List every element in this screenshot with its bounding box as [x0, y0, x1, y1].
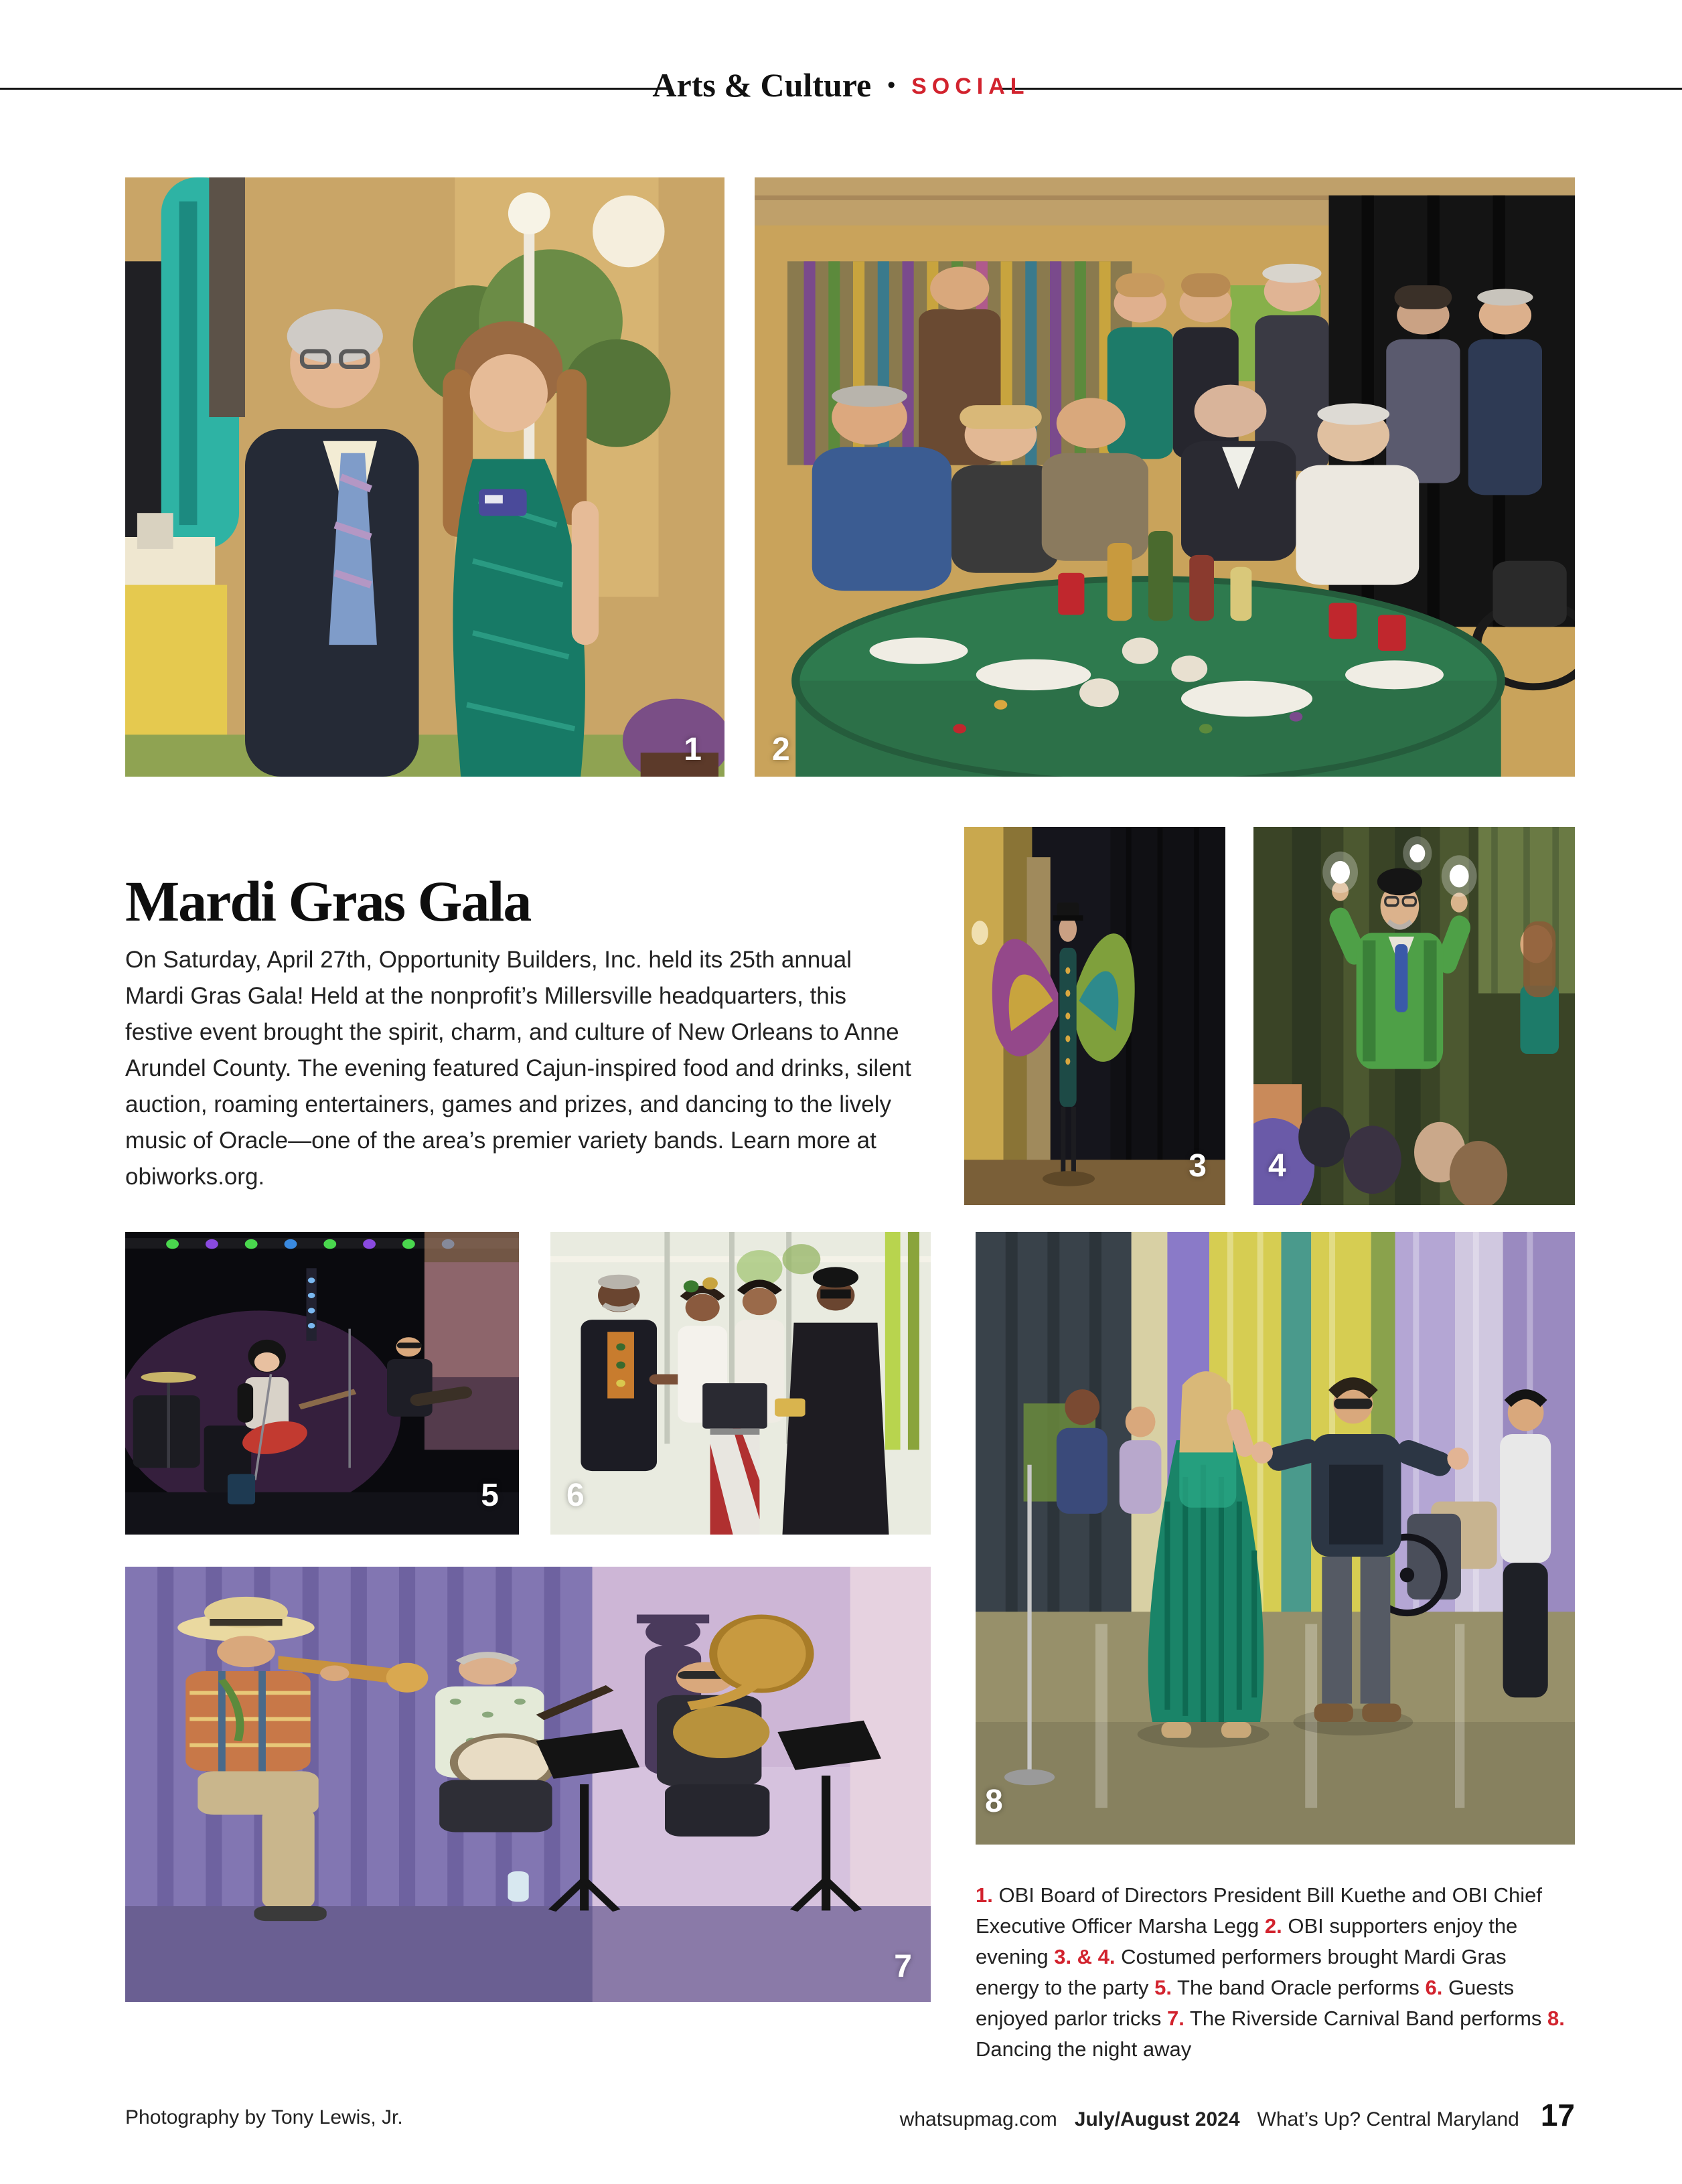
category-label: SOCIAL: [911, 74, 1030, 99]
caption-number-2: 2.: [1264, 1914, 1282, 1938]
page-number: 17: [1540, 2098, 1575, 2132]
separator-dot: •: [887, 72, 896, 98]
caption-number-8: 8.: [1547, 2007, 1565, 2030]
caption-text-1: OBI Board of Directors President Bill Kuethe and OBI Chief Executive Officer Marsha Legg: [976, 1883, 1543, 1938]
photo-5-image: [125, 1232, 519, 1535]
footer-issue: July/August 2024: [1074, 2108, 1240, 2130]
photo-7-label: 7: [894, 1949, 912, 1984]
caption-text-6: Guests enjoyed parlor tricks: [976, 1976, 1515, 2030]
footer-website: whatsupmag.com: [899, 2108, 1057, 2130]
photo-3-label: 3: [1189, 1148, 1207, 1184]
section-title: Arts & Culture: [652, 66, 872, 104]
photo-8-image: [976, 1232, 1575, 1845]
photo-6-image: [550, 1232, 931, 1535]
photo-8: [976, 1232, 1575, 1845]
photo-credit: Photography by Tony Lewis, Jr.: [125, 2106, 403, 2128]
caption-text-5: The band Oracle performs: [1171, 1976, 1426, 1999]
photo-captions: [976, 1880, 1574, 2065]
caption-number-1: 1.: [976, 1883, 993, 1907]
caption-number-6: 6.: [1425, 1976, 1443, 1999]
photo-2-image: [755, 177, 1575, 777]
footer-right: [900, 2097, 1575, 2133]
caption-text-8: Dancing the night away: [976, 2037, 1192, 2061]
caption-text-7: The Riverside Carnival Band performs: [1184, 2007, 1548, 2030]
photo-4: [1253, 827, 1575, 1205]
photo-5: [125, 1232, 519, 1535]
photo-6: [550, 1232, 931, 1535]
photo-8-label: 8: [985, 1784, 1003, 1819]
article-title: Mardi Gras Gala: [125, 868, 531, 933]
photo-4-image: [1253, 827, 1575, 1205]
photo-7: [125, 1567, 931, 2002]
photo-3-image: [964, 827, 1225, 1205]
caption-text-2: OBI supporters enjoy the evening: [976, 1914, 1518, 1968]
caption-text-3-4: Costumed performers brought Mardi Gras energy to the party: [976, 1945, 1507, 1999]
photo-6-label: 6: [566, 1478, 585, 1513]
article-body: On Saturday, April 27th, Opportunity Builders, Inc. held its 25th annual Mardi Gras Gala! Held at the nonprofit’s Millersville headquarters, this festive event brought the spirit, charm, and culture of New Orleans to Anne Arundel County. The evening featured Cajun-inspired food and drinks, silent auction, roaming entertainers, games and prizes, and dancing to the lively music of Oracle—one of the area’s premier variety bands. Learn more at obiworks.org.: [125, 947, 911, 1190]
photo-4-label: 4: [1268, 1148, 1286, 1184]
page-header: [0, 66, 1682, 104]
footer-magazine: What’s Up? Central Maryland: [1257, 2108, 1519, 2130]
photo-3: [964, 827, 1225, 1205]
photo-1-image: [125, 177, 724, 777]
photo-7-image: [125, 1567, 931, 2002]
photo-1: [125, 177, 724, 777]
photo-2-label: 2: [772, 732, 790, 767]
photo-1-label: 1: [684, 732, 702, 767]
caption-number-5: 5.: [1154, 1976, 1172, 1999]
caption-number-3-4: 3. & 4.: [1054, 1945, 1116, 1968]
photo-5-label: 5: [481, 1478, 499, 1513]
photo-2: [755, 177, 1575, 777]
caption-number-7: 7.: [1167, 2007, 1184, 2030]
